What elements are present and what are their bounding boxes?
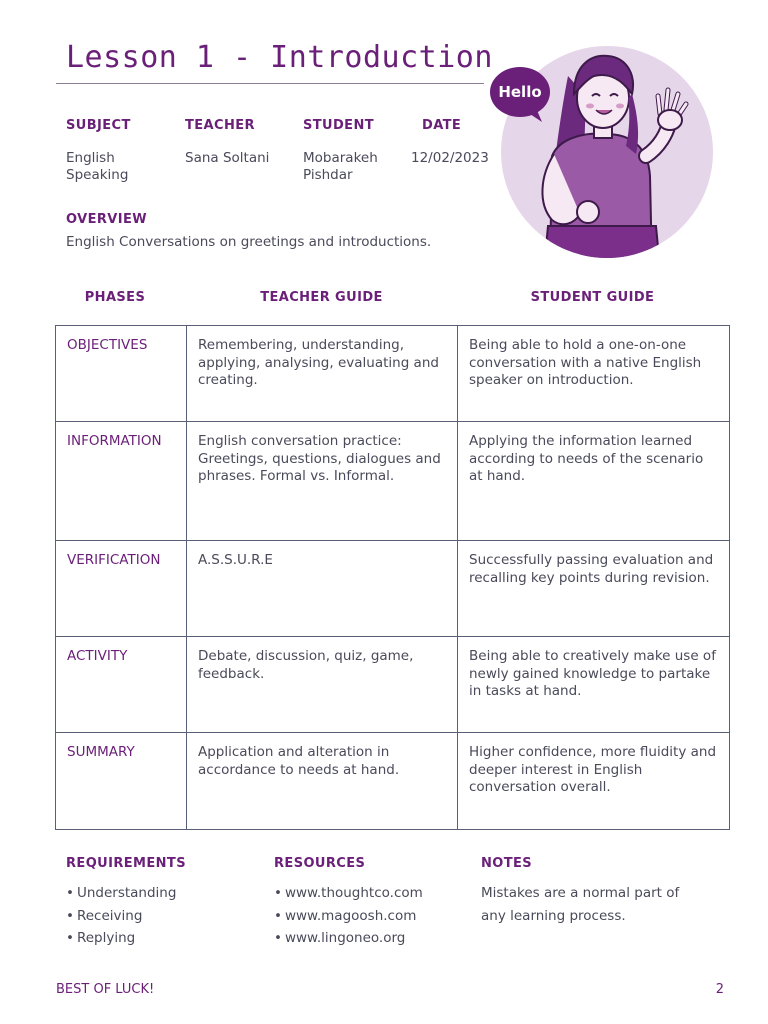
teacher-guide-cell: A.S.S.U.R.E (187, 541, 458, 637)
page-number: 2 (715, 982, 724, 997)
footer-message: BEST OF LUCK! (56, 982, 155, 997)
teacher-label: TEACHER (185, 118, 255, 133)
list-item: • Replying (66, 927, 176, 950)
teacher-guide-cell: English conversation practice: Greetings, questions, dialogues and phrases. Formal vs. Informal. (187, 422, 458, 541)
notes-label: NOTES (481, 856, 533, 871)
phases-table (55, 325, 730, 830)
notes-text: Mistakes are a normal part of any learning process. (481, 885, 680, 924)
student-label: STUDENT (303, 118, 375, 133)
teacher-guide-cell: Debate, discussion, quiz, game, feedback. (187, 637, 458, 733)
phase-cell: INFORMATION (56, 422, 187, 541)
table-row (56, 733, 730, 830)
student-value: Mobarakeh Pishdar (303, 150, 378, 183)
student-guide-cell: Being able to hold a one-on-one conversation with a native English speaker on introduction. (458, 326, 730, 422)
list-item: • www.thoughtco.com (274, 882, 423, 905)
page-title: Lesson 1 - Introduction (66, 40, 493, 75)
student-guide-cell: Higher confidence, more fluidity and deeper interest in English conversation overall. (458, 733, 730, 830)
date-label: DATE (422, 118, 462, 133)
resources-label: RESOURCES (274, 856, 366, 871)
requirements-list (66, 882, 176, 950)
teacher-value: Sana Soltani (185, 150, 270, 166)
list-item: • www.magoosh.com (274, 905, 423, 928)
list-item: • www.lingoneo.org (274, 927, 423, 950)
list-item: • Understanding (66, 882, 176, 905)
phase-cell: OBJECTIVES (56, 326, 187, 422)
table-row (56, 326, 730, 422)
hello-bubble-text: Hello (498, 83, 542, 101)
subject-label: SUBJECT (66, 118, 131, 133)
phase-cell: VERIFICATION (56, 541, 187, 637)
student-guide-cell: Applying the information learned according to needs of the scenario at hand. (458, 422, 730, 541)
resources-list (274, 882, 423, 950)
waving-girl-illustration (490, 36, 722, 268)
header-teacher-guide: TEACHER GUIDE (260, 290, 383, 305)
table-row (56, 422, 730, 541)
table-row (56, 637, 730, 733)
table-row (56, 541, 730, 637)
requirements-label: REQUIREMENTS (66, 856, 186, 871)
subject-value: English Speaking (66, 150, 129, 183)
teacher-guide-cell: Application and alteration in accordance to needs at hand. (187, 733, 458, 830)
overview-label: OVERVIEW (66, 212, 147, 227)
date-value: 12/02/2023 (411, 150, 489, 166)
phase-cell: SUMMARY (56, 733, 187, 830)
header-phases: PHASES (84, 290, 146, 305)
phase-cell: ACTIVITY (56, 637, 187, 733)
header-student-guide: STUDENT GUIDE (530, 290, 655, 305)
student-guide-cell: Being able to creatively make use of newly gained knowledge to partake in tasks at hand. (458, 637, 730, 733)
student-guide-cell: Successfully passing evaluation and recalling key points during revision. (458, 541, 730, 637)
overview-text: English Conversations on greetings and introductions. (66, 234, 432, 250)
teacher-guide-cell: Remembering, understanding, applying, analysing, evaluating and creating. (187, 326, 458, 422)
list-item: • Receiving (66, 905, 176, 928)
title-divider (56, 83, 484, 84)
